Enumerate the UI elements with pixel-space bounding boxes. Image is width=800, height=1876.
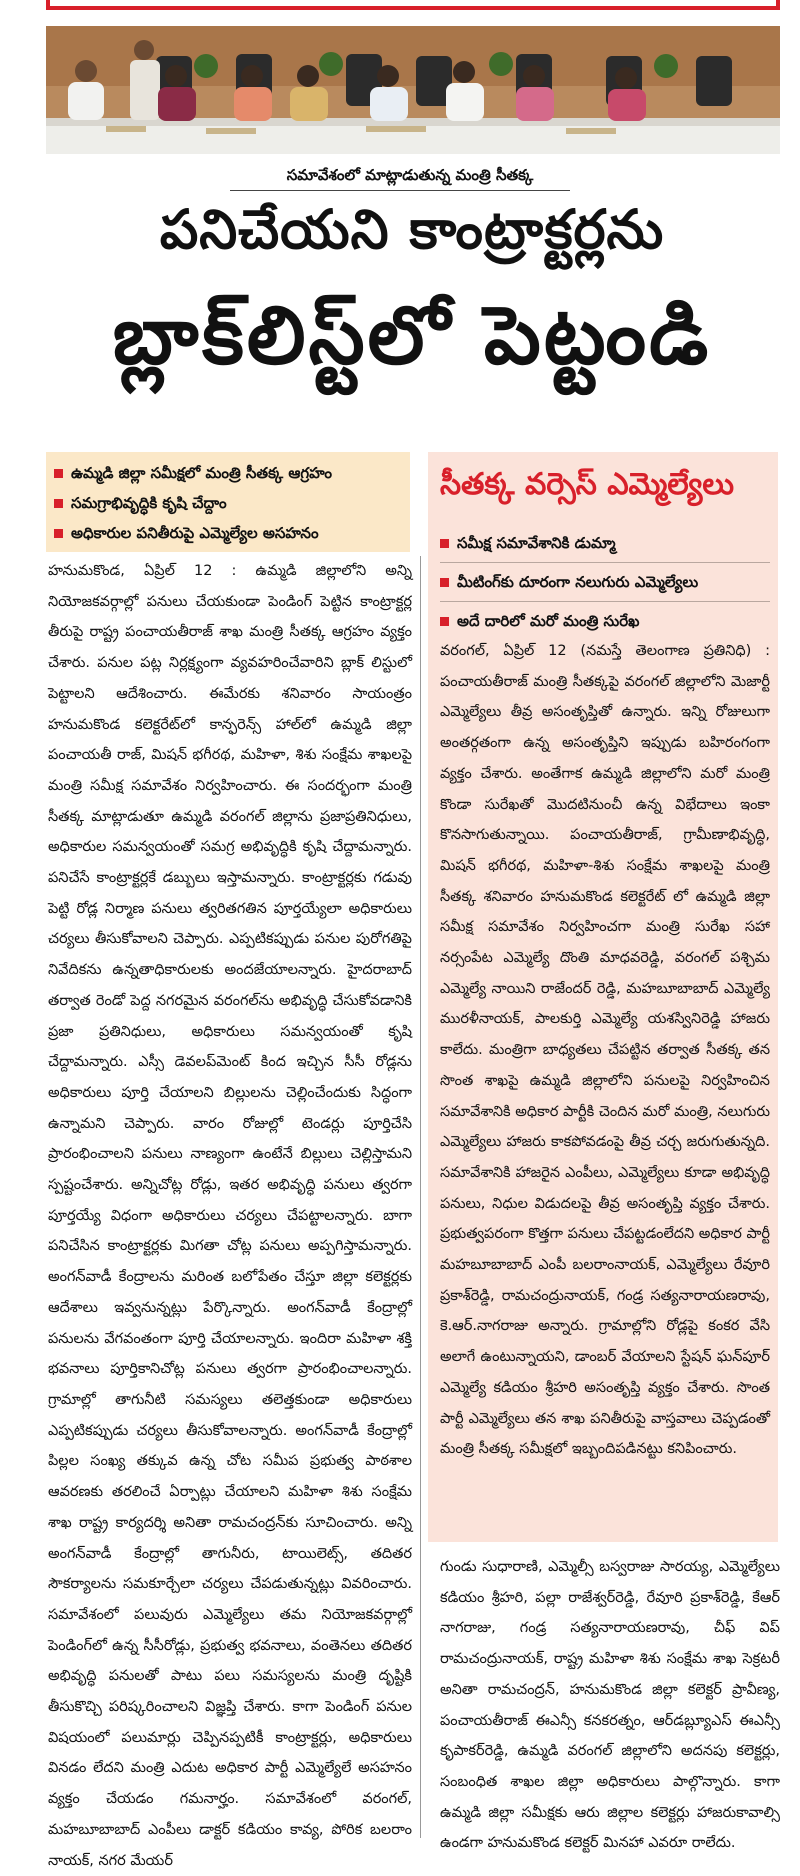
caption-underline	[230, 190, 570, 191]
side-bullet-text: సమీక్ష సమావేశానికి డుమ్మా	[457, 534, 616, 552]
highlights-box	[46, 452, 410, 552]
side-article-body: వరంగల్, ఏప్రిల్ 12 (నమస్తే తెలంగాణ ప్రతినిధి) : పంచాయతీరాజ్ మంత్రి సీతక్కపై వరంగల్ జిల్లాలోని మెజార్టీ ఎమ్మెల్యేలు తీవ్ర అసంతృప్తితో ఉన్నారు. ఇన్ని రోజులుగా అంతర్గతంగా ఉన్న అసంతృప్తిని ఇప్పుడు బహిరంగంగా వ్యక్తం చేశారు. అంతేగాక ఉమ్మడి జిల్లాలోని మరో మంత్రి కొండా సురేఖతో మొదటినుంచీ ఉన్న విభేదాలు ఇంకా కొనసాగుతున్నాయి. పంచాయతీరాజ్, గ్రామీణాభివృద్ధి, మిషన్ భగీరథ, మహిళా-శిశు సంక్షేమ శాఖలపై మంత్రి సీతక్క శనివారం హనుమకొండ కలెక్టరేట్ లో ఉమ్మడి జిల్లా సమీక్ష సమావేశం నిర్వహించగా మంత్రి సురేఖ సహా నర్సంపేట ఎమ్మెల్యే దొంతి మాధవరెడ్డి, వరంగల్ పశ్చిమ ఎమ్మెల్యే నాయిని రాజేందర్ రెడ్డి, మహబూబాబాద్ ఎమ్మెల్యే మురళీనాయక్, పాలకుర్తి ఎమ్మెల్యే యశస్వినిరెడ్డి హాజరు కాలేదు. మంత్రిగా బాధ్యతలు చేపట్టిన తర్వాత సీతక్క తన సొంత శాఖపై ఉమ్మడి జిల్లాలోని పనులపై నిర్వహించిన సమావేశానికి అధికార పార్టీకి చెందిన మరో మంత్రి, నలుగురు ఎమ్మెల్యేలు హాజరు కాకపోవడంపై తీవ్ర చర్చ జరుగుతున్నది. సమావేశానికి హాజరైన ఎంపీలు, ఎమ్మెల్యేలు కూడా అభివృద్ధి పనులు, నిధుల విడుదలపై తీవ్ర అసంతృప్తి వ్యక్తం చేశారు. ప్రభుత్వపరంగా కొత్తగా పనులు చేపట్టడంలేదని అధికార పార్టీ మహబూబాబాద్ ఎంపీ బలరాంనాయక్, ఎమ్మెల్యేలు రేవూరి ప్రకాశ్‌రెడ్డి, రామచంద్రునాయక్, గండ్ర సత్యనారాయణరావు, కె.ఆర్.నాగరాజు అన్నారు. గ్రామాల్లోని రోడ్లపై కంకర వేసి అలాగే ఉంటున్నాయని, డాంబర్ వేయాలని స్టేషన్ ఘన్‌పూర్ ఎమ్మెల్యే కడియం శ్రీహరి అసంతృప్తి వ్యక్తం చేశారు. సొంత పార్టీ ఎమ్మెల్యేలు తన శాఖ పనితీరుపై వాస్తవాలు చెప్పడంతో మంత్రి సీతక్క సమీక్షలో ఇబ్బందిపడినట్టు కనిపించారు.	[440, 643, 770, 1458]
meeting-photo	[46, 26, 780, 154]
highlight-text: సమగ్రాభివృద్ధికి కృషి చేద్దాం	[71, 494, 227, 512]
side-bullet-item	[440, 524, 770, 563]
highlight-text: అధికారుల పనితీరుపై ఎమ్మెల్యేల అసహనం	[71, 524, 319, 542]
main-article-body: హనుమకొండ, ఏప్రిల్ 12 : ఉమ్మడి జిల్లాలోని అన్ని నియోజకవర్గాల్లో పనులు చేయకుండా పెండింగ్ పెట్టిన కాంట్రాక్టర్ల తీరుపై రాష్ట్ర పంచాయతీరాజ్ శాఖ మంత్రి సీతక్క ఆగ్రహం వ్యక్తం చేశారు. పనుల పట్ల నిర్లక్ష్యంగా వ్యవహరించేవారిని బ్లాక్ లిస్టులో పెట్టాలని ఆదేశించారు. ఈమేరకు శనివారం సాయంత్రం హనుమకొండ కలెక్టరేట్‌లో కాన్ఫరెన్స్ హాల్‌లో ఉమ్మడి జిల్లా పంచాయతీ రాజ్, మిషన్ భగీరథ, మహిళా, శిశు సంక్షేమ శాఖలపై మంత్రి సమీక్ష సమావేశం నిర్వహించారు. ఈ సందర్భంగా మంత్రి సీతక్క మాట్లాడుతూ ఉమ్మడి వరంగల్ జిల్లాను ప్రజాప్రతినిధులు, అధికారుల సమన్వయంతో సమగ్ర అభివృద్ధికి కృషి చేద్దామన్నారు. పనిచేసే కాంట్రాక్టర్లకే డబ్బులు ఇస్తామన్నారు. కాంట్రాక్టర్లకు గడువు పెట్టి రోడ్ల నిర్మాణ పనులు త్వరితగతిన పూర్తయ్యేలా అధికారులు చర్యలు తీసుకోవాలని చెప్పారు. ఎప్పటికప్పుడు పనుల పురోగతిపై నివేదికను ఉన్నతాధికారులకు అందజేయాలన్నారు. హైదరాబాద్ తర్వాత రెండో పెద్ద నగరమైన వరంగల్‌ను అభివృద్ధి చేసుకోవడానికి ప్రజా ప్రతినిధులు, అధికారులు సమన్వయంతో కృషి చేద్దామన్నారు. ఎస్సీ డెవలప్‌మెంట్ కింద ఇచ్చిన సీసీ రోడ్లను అధికారులు పూర్తి చేయాలని బిల్లులను చెల్లించేందుకు సిద్ధంగా ఉన్నామని చెప్పారు. వారం రోజుల్లో టెండర్లు పూర్తిచేసి ప్రారంభించాలని పనులు నాణ్యంగా ఉంటేనే బిల్లులు చెల్లిస్తామని స్పష్టంచేశారు. అన్నిచోట్ల రోడ్లు, ఇతర అభివృద్ధి పనులు త్వరగా పూర్తయ్యే విధంగా అధికారులు చర్యలు చేపట్టాలన్నారు. బాగా పనిచేసిన కాంట్రాక్టర్లకు మిగతా చోట్ల పనులు అప్పగిస్తామన్నారు. అంగన్‌వాడీ కేంద్రాలను మరింత బలోపేతం చేస్తూ జిల్లా కలెక్టర్లకు ఆదేశాలు ఇవ్వనున్నట్లు పేర్కొన్నారు. అంగన్‌వాడీ కేంద్రాల్లో పనులను వేగవంతంగా పూర్తి చేయాలన్నారు. ఇందిరా మహిళా శక్తి భవనాలు పూర్తికానిచోట్ల పనులు త్వరగా ప్రారంభించాలన్నారు. గ్రామాల్లో తాగునీటి సమస్యలు తలెత్తకుండా అధికారులు ఎప్పటికప్పుడు చర్యలు తీసుకోవాలన్నారు. అంగన్‌వాడీ కేంద్రాల్లో పిల్లల సంఖ్య తక్కువ ఉన్న చోట సమీప ప్రభుత్వ పాఠశాల ఆవరణకు తరలించే ఏర్పాట్లు చేయాలని మహిళా శిశు సంక్షేమ శాఖ రాష్ట్ర కార్యదర్శి అనితా రామచంద్రన్‌కు సూచించారు. అన్ని అంగన్‌వాడీ కేంద్రాల్లో తాగునీరు, టాయిలెట్స్, తదితర సౌకర్యాలను సమకూర్చేలా చర్యలు చేపడుతున్నట్లు వివరించారు. సమావేశంలో పలువురు ఎమ్మెల్యేలు తమ నియోజకవర్గాల్లో పెండింగ్‌లో ఉన్న సీసీరోడ్లు, ప్రభుత్వ భవనాలు, వంతెనలు తదితర అభివృద్ధి పనులతో పాటు పలు సమస్యలను మంత్రి దృష్టికి తీసుకొచ్చి పరిష్కరించాలని విజ్ఞప్తి చేశారు. కాగా పెండింగ్ పనుల విషయంలో పలుమార్లు చెప్పినప్పటికీ కాంట్రాక్టర్లు, అధికారులు వినడం లేదని మంత్రి ఎదుట అధికార పార్టీ ఎమ్మెల్యేలే అసహనం వ్యక్తం చేయడం గమనార్హం. సమావేశంలో వరంగల్, మహబూబాబాద్ ఎంపీలు డాక్టర్ కడియం కావ్య, పోరిక బలరాం నాయక్, నగర మేయర్	[48, 563, 412, 1869]
side-bullet-text: అదే దారిలో మరో మంత్రి సురేఖ	[457, 612, 640, 630]
column-divider	[420, 556, 421, 1838]
photo-caption: సమావేశంలో మాట్లాడుతున్న మంత్రి సీతక్క	[286, 166, 534, 184]
highlight-item	[54, 518, 402, 548]
highlight-text: ఉమ్మడి జిల్లా సమీక్షలో మంత్రి సీతక్క ఆగ్రహం	[71, 464, 333, 482]
highlight-item	[54, 488, 402, 518]
red-square-bullet-icon	[440, 539, 449, 548]
side-story-title: సీతక్క వర్సెస్ ఎమ్మెల్యేలు	[440, 467, 734, 502]
headline-line-2: బ్లాక్‌లిస్ట్‌లో పెట్టండి	[112, 289, 712, 382]
side-bullet-text: మీటింగ్‌కు దూరంగా నలుగురు ఎమ్మెల్యేలు	[457, 573, 699, 591]
red-square-bullet-icon	[440, 617, 449, 626]
side-bullet-item	[440, 602, 770, 640]
top-border	[46, 0, 780, 10]
red-square-bullet-icon	[54, 499, 63, 508]
highlight-item	[54, 458, 402, 488]
red-square-bullet-icon	[54, 469, 63, 478]
side-story-bullets	[440, 524, 770, 640]
main-article-continuation: గుండు సుధారాణి, ఎమ్మెల్సీ బస్వరాజు సారయ్య, ఎమ్మెల్యేలు కడియం శ్రీహరి, పల్లా రాజేశ్వర్‌రెడ్డి, రేవూరి ప్రకాశ్‌రెడ్డి, కేఆర్ నాగరాజు, గండ్ర సత్యనారాయణరావు, చీఫ్ విప్ రామచంద్రునాయక్, రాష్ట్ర మహిళా శిశు సంక్షేమ శాఖ సెక్రటరీ అనితా రామచంద్రన్, హనుమకొండ జిల్లా కలెక్టర్ ప్రావీణ్య, పంచాయతీరాజ్ ఈఎన్సీ కనకరత్నం, ఆర్‌డబ్ల్యూఎస్ ఈఎన్సీ కృపాకర్‌రెడ్డి, ఉమ్మడి వరంగల్ జిల్లాలోని అదనపు కలెక్టర్లు, సంబంధిత శాఖల జిల్లా అధికారులు పాల్గొన్నారు. కాగా ఉమ్మడి జిల్లా సమీక్షకు ఆరు జిల్లాల కలెక్టర్లు హాజరుకావాల్సి ఉండగా హనుమకొండ కలెక్టర్ మినహా ఎవరూ రాలేదు.	[440, 1559, 780, 1852]
headline-line-1: పనిచేయని కాంట్రాక్టర్లను	[159, 198, 665, 261]
side-bullet-item	[440, 563, 770, 602]
red-square-bullet-icon	[54, 529, 63, 538]
red-square-bullet-icon	[440, 578, 449, 587]
